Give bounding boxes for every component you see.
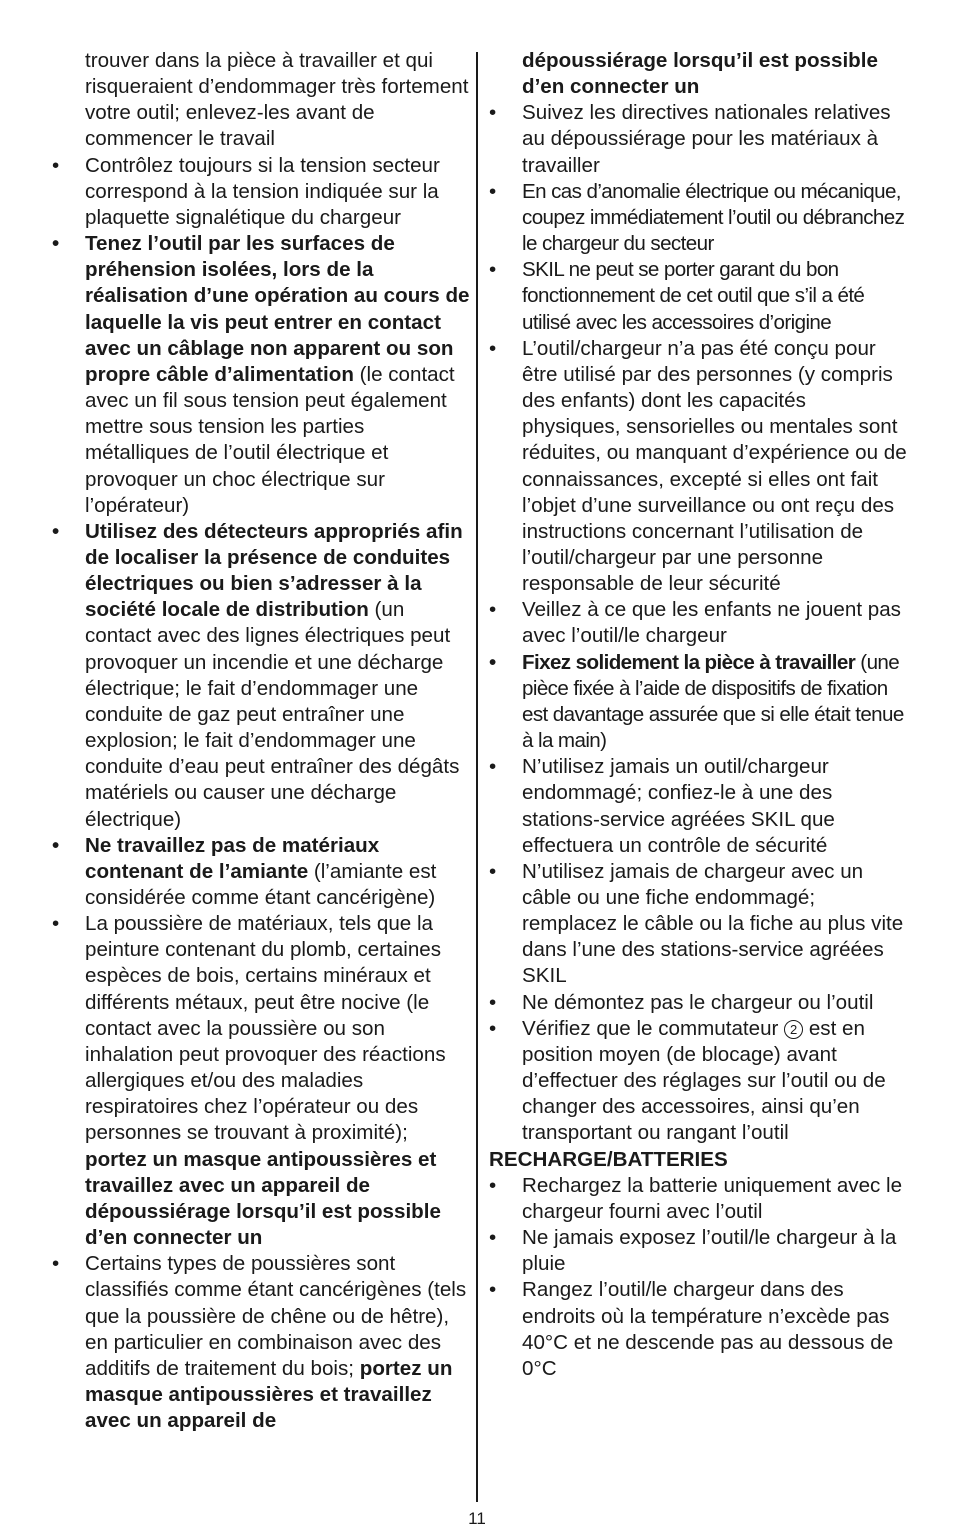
item-text: Veillez à ce que les enfants ne jouent pas avec l’outil/le chargeur [522,598,901,648]
list-item [489,179,907,257]
bullet-icon: • [489,1173,497,1197]
bullet-icon: • [489,101,497,125]
right-column [489,48,907,1382]
list-item [52,231,470,519]
item-text: (l’amiante est considérée comme étant cancérigène) [85,859,437,909]
item-bold-text: Ne travaillez pas de matériaux contenant de l’amiante [85,833,380,883]
item-text: Suivez les directives nationales relatives au dépoussiérage pour les matériaux à travailler [522,101,891,177]
item-bold-text: portez un masque antipoussières et travaillez avec un appareil de [85,1356,453,1433]
list-item [489,754,907,859]
item-bold-text: Tenez l’outil par les surfaces de préhension isolées, lors de la réalisation d’une opération au cours de laquelle la vis peut entrer en contact avec un câblage non apparent ou son propre câble d’alimentation [85,232,470,386]
item-text: N’utilisez jamais de chargeur avec un câble ou une fiche endommagé; remplacez le câble ou la fiche au plus vite dans l’une des stations-service agréées SKIL [522,859,904,988]
list-item [489,1277,907,1382]
item-text: Ne jamais exposez l’outil/le chargeur à la pluie [522,1226,897,1276]
bullet-icon: • [52,232,60,256]
bullet-icon: • [489,990,497,1014]
item-text: est en position moyen (de blocage) avant d’effectuer des réglages sur l’outil ou de changer des accessoires, ainsi qu’en transportant ou rangant l’outil [522,1016,886,1145]
item-text: Vérifiez que le commutateur [522,1016,785,1040]
bullet-icon: • [489,1226,497,1250]
bullet-icon: • [489,258,496,282]
item-text: SKIL ne peut se porter garant du bon fonctionnement de cet outil que s’il a été utilisé avec les accessoires d’origine [522,258,865,334]
list-item [489,100,907,178]
list-item-continuation [52,48,470,153]
page-number: 11 [468,1509,486,1528]
paragraph-text: trouver dans la pièce à travailler et qui risqueraient d’endommager très fortement votre outil; enlevez-les avant de commencer le travail [85,49,469,151]
item-text: L’outil/chargeur n’a pas été conçu pour être utilisé par des personnes (y compris des enfants) dont les capacités physiques, sensorielles ou mentales sont réduites, ou manquant d’expérience ou de connaissances, excepté si elles ont fait l’objet d’une surveillance ou ont reçu des instructions concernant l’utilisation de l’outil/chargeur par une personne responsable de leur sécurité [522,336,907,596]
bullet-icon: • [52,1252,60,1276]
list-item [52,911,470,1251]
list-item [52,153,470,231]
bullet-icon: • [52,912,60,936]
reference-number-badge: 2 [784,1020,803,1039]
list-item [489,859,907,990]
item-bold-text: Utilisez des détecteurs appropriés afin de localiser la présence de conduites électriques ou bien s’adresser à la société locale de distribution [85,519,463,622]
item-text: (un contact avec des lignes électriques peut provoquer un incendie et une décharge électrique; le fait d’endommager une conduite de gaz peut entraîner une explosion; le fait d’endommager une conduite d’eau peut entraîner des dégâts matériels ou causer une décharge électrique) [85,598,460,831]
section-heading: RECHARGE/BATTERIES [489,1147,728,1171]
item-text: Ne démontez pas le chargeur ou l’outil [522,990,874,1014]
list-item-continuation [489,48,907,100]
item-text: (une pièce fixée à l’aide de dispositifs de fixation est davantage assurée que si elle était tenue à la main) [522,650,904,753]
item-text: Rangez l’outil/le chargeur dans des endroits où la température n’excède pas 40°C et ne descende pas au dessous de 0°C [522,1278,894,1380]
list-item [52,519,470,833]
bullet-icon: • [489,650,496,674]
list-item [52,1251,470,1434]
bullet-icon: • [52,519,60,543]
item-text: En cas d’anomalie électrique ou mécanique, coupez immédiatement l’outil ou débranchez le chargeur du secteur [522,179,905,256]
item-text: Contrôlez toujours si la tension secteur correspond à la tension indiquée sur la plaquette signalétique du chargeur [85,153,440,229]
bullet-icon: • [489,179,496,203]
bullet-icon: • [489,859,497,883]
list-item [489,1173,907,1225]
item-bold-text: Fixez solidement la pièce à travailler [522,650,856,674]
left-column [52,48,470,1434]
item-bold-text: portez un masque antipoussières et travaillez avec un appareil de dépoussiérage lorsqu’il est possible d’en connecter un [85,1147,441,1250]
item-text: Rechargez la batterie uniquement avec le chargeur fourni avec l’outil [522,1173,903,1223]
bullet-icon: • [52,833,60,857]
list-item [489,336,907,598]
list-item [52,833,470,911]
bullet-icon: • [489,1278,497,1302]
item-text: Certains types de poussières sont classifiés comme étant cancérigènes (tels que la poussière de chêne ou de hêtre), en particulier en combinaison avec des additifs de traitement du bois; [85,1252,467,1380]
item-text: (le contact avec un fil sous tension peut également mettre sous tension les parties métalliques de l’outil électrique et provoquer un choc électrique sur l’opérateur) [85,362,455,517]
list-item [489,990,907,1016]
item-text: La poussière de matériaux, tels que la peinture contenant du plomb, certaines espèces de bois, certains minéraux et différents métaux, peut être nocive (le contact avec la poussière ou son inhalation peut provoquer des réactions allergiques et/ou des maladies respiratoires chez l’opérateur ou des personnes se trouvant à proximité); [85,912,446,1145]
bullet-icon: • [489,336,497,360]
bullet-icon: • [52,153,60,177]
item-text: N’utilisez jamais un outil/chargeur endommagé; confiez-le à une des stations-service agréées SKIL que effectuera un contrôle de sécurité [522,755,835,857]
bullet-icon: • [489,755,497,779]
list-item [489,597,907,649]
list-item [489,1016,907,1147]
paragraph-bold-text: dépoussiérage lorsqu’il est possible d’en connecter un [522,49,878,99]
bullet-icon: • [489,598,497,622]
list-item [489,257,907,335]
bullet-icon: • [489,1016,497,1040]
list-item [489,1225,907,1277]
column-divider [476,52,478,1502]
list-item [489,650,907,755]
